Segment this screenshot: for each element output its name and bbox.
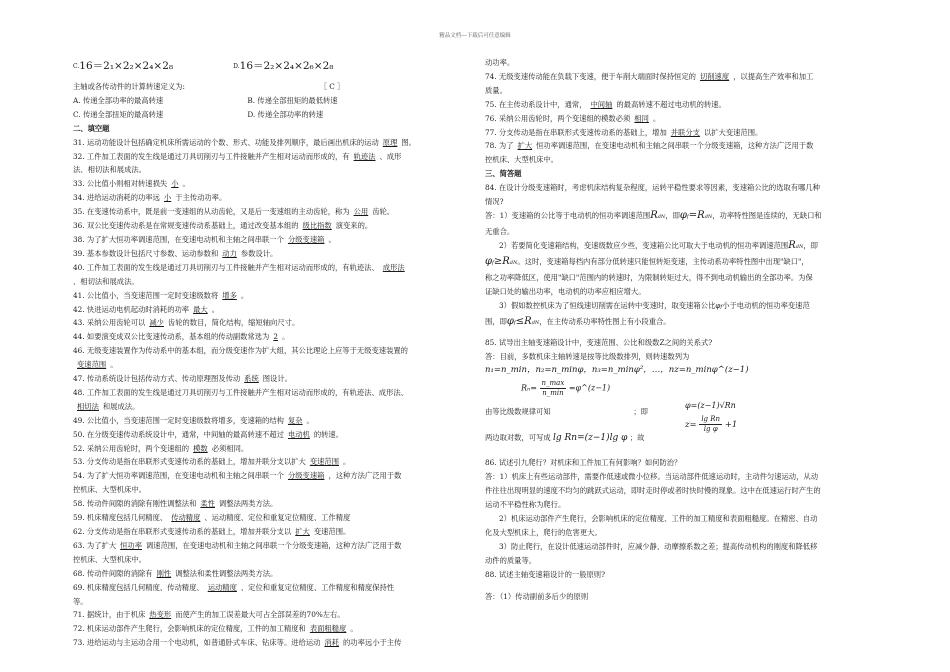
log-formula-block — [485, 415, 880, 451]
option-c-label: C. — [73, 63, 80, 71]
line-text-tail: 恒功率调速范围，在变速电动机和主轴之间串联一个分级变速箱，这种方法广泛用于数 — [536, 141, 814, 151]
answer-blank: 分级变速箱 — [287, 234, 325, 244]
line-text: 73. 进给运动与主运动合用一个电动机，如普通卧式车床、钻床等。进给运动 — [73, 638, 321, 648]
line-text-tail: 参数设计。 — [240, 248, 278, 258]
text-line — [485, 153, 880, 167]
line-text-tail: 、运动精度、定位和重复定位精度、工作精度 — [204, 513, 351, 523]
line-text-tail: 而使产生的加工误差最大可占全部误差的70%左右。 — [175, 610, 345, 620]
text-line — [73, 608, 463, 622]
line-text: 54. 为了扩大恒功率调速范围，在变速电动机和主轴之间串联一个 — [73, 471, 284, 481]
line-text: 43. 采纳公用齿轮可以 — [73, 318, 146, 328]
answer-blank: 变速范围 — [77, 360, 107, 370]
answer-blank: 变速范围 — [309, 457, 340, 467]
line-text-tail: 。 — [328, 234, 336, 244]
text-line — [73, 372, 463, 386]
line-text: 52. 采纳公用齿轮时，两个变速组的 — [73, 443, 190, 453]
text-line — [73, 567, 463, 581]
question-main-speed: 主轴或各传动件的计算转速定义为: ［ C ］ — [73, 82, 345, 91]
line-text: 41. 公比值小，当变速范围一定时变速级数将 — [73, 290, 219, 300]
answer-blank: 增多 — [222, 290, 237, 300]
answer-blank: 复杂 — [287, 415, 303, 425]
line-text: 47. 传动系统设计包括传动方式、传动原理图及传动 — [73, 374, 241, 384]
line-text: 58. 传动件间隙的消除有刚性调整法和 — [73, 499, 197, 509]
line-text: 71. 据统计，由于机床 — [73, 610, 146, 620]
line-text: 46. 无级变速装置作为传动系中的基本组，而分级变速作为扩大组，其公比理论上应等于无级变速装置的 — [73, 346, 408, 356]
text-line — [73, 553, 463, 567]
line-text: 77. 分支传动是指在串联形式变速传动系的基础上，增加 — [485, 127, 667, 137]
line-text: 50. 在分级变速传动系统设计中，通常，中间轴的最高转速不超过 — [73, 429, 284, 439]
line-text: 等。 — [73, 596, 88, 606]
line-text-tail: 。 — [306, 415, 314, 425]
line-text: 35. 在变速传动系中，既是前一变速组的从动齿轮，又是后一变速组的主动齿轮，称为 — [73, 207, 350, 217]
text-line — [73, 483, 463, 497]
line-text: 76. 采纳公用齿轮时，两个变速组的模数必须 — [485, 113, 631, 123]
question-84-b: 情况? — [485, 197, 504, 207]
line-text: 78. 为了 — [485, 141, 514, 151]
text-line — [73, 330, 463, 344]
line-text: 质量。 — [485, 85, 507, 95]
text-line — [485, 98, 880, 112]
line-text-tail: 以扩大变速范围。 — [703, 127, 763, 137]
option-c: C. 传递全部扭矩的最高转速 — [73, 109, 164, 119]
text-line — [73, 539, 463, 553]
option-b: B. 传递全部扭矩的最低转速 — [247, 95, 338, 105]
answer-blank: 切削速度 — [699, 71, 730, 81]
answer-blank: 表面粗糙度 — [309, 624, 347, 634]
line-text-tail: ，以提高生产效率和加工 — [733, 71, 814, 81]
answer-blank: 小 — [163, 193, 172, 203]
options-cd — [73, 108, 463, 122]
answer-blank: 系统 — [244, 374, 259, 384]
text-line — [73, 205, 463, 219]
answer-blank: 公用 — [353, 207, 369, 217]
line-text-tail: 演变来的。 — [335, 221, 373, 231]
answer-86-1c: 运动不平稳性称为爬行。 — [485, 500, 566, 510]
line-text-tail: 齿轮的数目，简化结构，缩短轴向尺寸。 — [167, 318, 300, 328]
line-text-tail: 图设计。 — [262, 374, 292, 384]
answer-blank: 热变形 — [149, 610, 172, 620]
line-text-tail: 调整法两类方法。 — [218, 499, 278, 509]
line-text: 控机床、大型机床中。 — [485, 155, 558, 165]
answer-blank: 分级变速箱 — [287, 471, 325, 481]
line-text: 控机床、大型机床中。 — [73, 554, 146, 564]
line-text-tail: 齿轮。 — [372, 207, 395, 217]
formula-options-row — [73, 56, 463, 74]
answer-88: 答：（1）传动副前多后少的原则 — [485, 591, 589, 601]
text-line — [73, 636, 463, 650]
answer-blank: 动力 — [222, 248, 237, 258]
question-84: 84. 在设计分级变速箱时，考虑机床结构复杂程度，运转平稳性要求等因素，变速箱公比的选取有哪几种 — [485, 183, 820, 193]
text-line — [73, 414, 463, 428]
text-line — [73, 289, 463, 303]
line-text: 33. 公比值小则相对转速损失 — [73, 179, 168, 189]
answer-86-1: 答：1）机床上有些运动部件，需要作低速或微小位移。当运动部件低速运动时，主动件匀速运动，从动 — [485, 472, 818, 482]
line-text: 44. 如要演变成双公比变速传动系，基本组的传动副数常选为 — [73, 332, 270, 342]
answer-blank: 轨迹法 — [353, 151, 376, 161]
answer-blank: 电动机 — [287, 429, 310, 439]
line-text-tail: 的转速。 — [313, 429, 344, 439]
line-text-tail: ，这种方法广泛用于数 — [328, 471, 402, 481]
line-text: 动功率。 — [485, 58, 515, 67]
line-text-tail: 、成形 — [379, 151, 402, 161]
answer-blank: 2 — [273, 332, 279, 342]
line-text: 59. 机床精度包括几何精度、 — [73, 513, 168, 523]
line-text-tail: 。 — [350, 624, 358, 634]
line-text: 69. 机床精度包括几何精度、传动精度、 — [73, 582, 204, 592]
line-text-tail: 调整法和柔性调整法两类方法。 — [175, 568, 278, 578]
line-text-tail: 。 — [282, 332, 290, 342]
answer-blank: 最大 — [193, 304, 208, 314]
line-text: 62. 分支传动是指在串联形式变速传动系的基础上，增加并联分支以 — [73, 527, 292, 536]
answer-blank: 成形法 — [382, 262, 405, 272]
answer-blank: 相同 — [634, 113, 649, 123]
line-text-tail: 。 — [110, 360, 118, 370]
text-line — [485, 126, 880, 140]
text-line — [73, 469, 463, 483]
answer-86-3: 3）防止爬行，在设计低速运动部件时，应减少静、动摩擦系数之差；提高传动机构的刚度和降低移 — [499, 541, 818, 551]
text-line — [73, 316, 463, 330]
answer-86-1b: 件往往出现明显的速度不均匀的跳跃式运动，即时走时停或者时快时慢的现象。这中在低速运行时产生的 — [485, 486, 821, 496]
z-formula: z= $\frac{\text{lg Rn}}{\text{lg φ}}$ +1 — [685, 415, 738, 434]
answer-blank: 原理 — [382, 137, 398, 147]
text-line — [73, 428, 463, 442]
answer-blank: 运动精度 — [207, 582, 237, 592]
range-formula: Rn= $\frac{n\_\max}{n\_\min}$ =φ^(z−1) — [521, 379, 611, 398]
geometric-rule-text: 由等比级数规律可知 ；即 — [485, 407, 648, 417]
line-text: 34. 进给运动消耗的功率远 — [73, 193, 160, 203]
answer-84-2b: φf≥RdN。这时，变速箱每档内有部分低转速只能恒转矩变速，主传动系功率特性图中出现"缺口"， — [485, 255, 809, 267]
question-88: 88. 试述主轴变速箱设计的一般原则? — [485, 569, 605, 579]
text-line — [73, 344, 463, 358]
option-d: D. 传递全部功率的转速 — [247, 109, 324, 119]
text-line — [485, 70, 880, 84]
answer-blank: 级比指数 — [302, 221, 332, 231]
line-text: 36. 双公比变速传动系是在常规变速传动系基础上，通过改变基本组的 — [73, 221, 299, 231]
text-line — [73, 581, 463, 595]
line-text: 39. 基本参数设计包括尺寸参数、运动参数和 — [73, 248, 219, 258]
text-line — [73, 275, 463, 289]
answer-blank: 恒功率 — [120, 540, 143, 550]
text-line — [73, 400, 463, 414]
line-text-tail: 。 — [652, 113, 661, 123]
line-text-tail: 于主传动功率。 — [175, 193, 227, 203]
line-text-tail: 。 — [240, 290, 249, 300]
line-text: 法、相切法和展成法。 — [73, 165, 146, 175]
answer-85-1: 答：目前，多数机床主轴转速是按等比级数排列，则转速数列为 — [485, 351, 690, 361]
answer-86-2b: 化及大型机床上，爬行的危害更大。 — [485, 527, 602, 537]
options-ab — [73, 94, 463, 108]
line-text-tail: 的最高转速不超过电动机的转速。 — [616, 99, 726, 109]
line-text-tail: 调速范围，在变速电动机和主轴之间串联一个分级变速箱，这种方法广泛用于数 — [146, 540, 402, 550]
answer-86-2: 2）机床运动部件产生爬行，会影响机床的定位精度、工件的加工精度和表面粗糙度。在精密、自动 — [499, 514, 818, 524]
speed-series: n₁=n_min，n₂=n_minφ，n₃=n_minφ²，…，nz=n_minφ^(z−1) — [485, 364, 749, 375]
text-line — [73, 233, 463, 247]
line-text: 63. 为了扩大 — [73, 540, 117, 550]
line-text-tail: 。 — [211, 304, 219, 314]
fill-in-questions — [73, 136, 463, 651]
text-line — [73, 177, 463, 191]
answer-84-2: 2）若要简化变速箱结构，变速级数应少些，变速箱公比可取大于电动机的恒功率调速范围RdN，即 — [499, 239, 818, 251]
fill-in-questions-cont — [485, 56, 880, 167]
line-text: 49. 公比值小，当变速范围一定时变速级数将增多，变速箱的结构 — [73, 415, 284, 425]
line-text: 53. 分支传动是指在串联形式变速传动系的基础上，增加并联分支以扩大 — [73, 457, 306, 467]
line-text: 68. 传动件间隙的消除有 — [73, 568, 153, 578]
line-text-tail: 、定位和重复定位精度、工作精度和精度保持性 — [240, 582, 395, 592]
line-text: 74. 无级变速传动能在负载下变速，便于车削大端面时保持恒定的 — [485, 71, 696, 81]
text-line — [73, 525, 463, 539]
line-text: 、相切法和展成法。 — [73, 276, 139, 286]
line-text-tail: 。 — [182, 179, 190, 189]
section-fill-in: 二、填空题 — [73, 123, 110, 133]
answer-blank: 扩大 — [517, 141, 533, 151]
text-line — [73, 303, 463, 317]
answer-86-3b: 动件的质量等。 — [485, 555, 537, 565]
log-formula-line: 两边取对数，可写成 lg Rn=(z−1)lg φ ；故 — [485, 433, 645, 444]
line-text-tail: 和展成法。 — [102, 401, 140, 411]
text-line — [73, 219, 463, 233]
line-text: 32. 工件加工表面的发生线是通过刀具切削刃与工件接触并产生相对运动而形成的，有 — [73, 151, 350, 161]
text-line — [73, 386, 463, 400]
line-text-tail: 必须相同。 — [211, 443, 249, 453]
text-line — [73, 622, 463, 636]
answer-blank: 减少 — [149, 318, 164, 328]
answer-blank: 相切法 — [77, 401, 99, 411]
answer-blank: 刚性 — [156, 568, 172, 578]
answer-blank: 消耗 — [324, 638, 340, 648]
line-text-tail: 的功率远小于主传 — [343, 638, 402, 648]
question-85: 85. 试导出主轴变速箱设计中，变速范围、公比和级数Z之间的关系式? — [485, 337, 713, 347]
text-line — [73, 191, 463, 205]
answer-blank: 小 — [171, 179, 179, 189]
answer-84-1: 答：1）变速箱的公比等于电动机的恒功率调速范围RdN，即φf=RdN，功率特性图是连续的，无缺口和 — [485, 209, 822, 221]
right-column — [485, 56, 880, 603]
text-line — [485, 84, 880, 98]
left-column — [73, 56, 463, 650]
text-line — [73, 595, 463, 609]
option-d-label: D. — [233, 63, 240, 71]
section-short-answer: 三、简答题 — [485, 169, 522, 179]
text-line — [73, 442, 463, 456]
phi-root-formula: φ=(z−1)√Rn — [685, 401, 736, 411]
option-a: A. 传递全部功率的最高转速 — [73, 95, 164, 105]
line-text: 72. 机床运动部件产生爬行，会影响机床的定位精度，工件的加工精度和 — [73, 624, 306, 634]
line-text: 31. 运动功能设计包括确定机床所需运动的个数、形式、功能及排列顺序，最后画出机床的运动 — [73, 137, 379, 147]
text-line — [73, 247, 463, 261]
line-text-tail: 变速范围。 — [313, 527, 351, 536]
line-text: 42. 快进运动电机起动时消耗的功率 — [73, 304, 190, 314]
text-line — [73, 358, 463, 372]
answer-blank: 扩大 — [295, 527, 310, 536]
answer-84-1c: 无重合。 — [485, 226, 515, 236]
option-c-formula: 16＝2₁×2₂×2₄×2₈ — [79, 60, 174, 73]
line-text: 40. 工件加工表面的发生线是通过刀具切削刃与工件接触并产生相对运动而形成的，有轨迹法、 — [73, 262, 379, 272]
text-line — [73, 497, 463, 511]
text-line — [73, 150, 463, 164]
line-text-tail: 。 — [343, 457, 351, 467]
page-header: 精品文档---下载后可任意编辑 — [439, 33, 511, 39]
text-line — [485, 139, 880, 153]
answer-84-3c: 围，即φf≤RdN，在主传动系功率特性图上有小段重合。 — [485, 315, 671, 327]
line-text: 38. 为了扩大恒功率调速范围，在变速电动机和主轴之间串联一个 — [73, 234, 284, 244]
line-text-tail: 图。 — [401, 137, 416, 147]
answer-84-3: 3）假如数控机床为了恒线速切削需在运转中变速时，取变速箱公比φf小于电动机的恒功率变速范 — [499, 300, 810, 310]
line-text: 48. 工件加工表面的发生线是通过刀具切削刃与工件接触并产生相对运动而形成的，有轨迹法、成形法、 — [73, 387, 408, 397]
text-line — [73, 136, 463, 150]
answer-blank: 柔性 — [200, 499, 215, 509]
range-formula-block — [485, 377, 880, 425]
option-d-formula: 16＝2₂×2₄×2₆×2₈ — [239, 60, 334, 73]
text-line — [73, 163, 463, 177]
question-86: 86. 试述引九爬行？对机床和工件加工有何影响？如何防治？ — [485, 458, 682, 468]
answer-84-2d: 证缺口处的输出功率，电动机的功率应相应增大。 — [485, 286, 646, 296]
answer-blank: 并联分支 — [670, 127, 700, 137]
text-line — [73, 455, 463, 469]
line-text: 控机床、大型机床中。 — [73, 485, 146, 495]
text-line — [485, 56, 880, 70]
text-line — [73, 261, 463, 275]
text-line — [485, 112, 880, 126]
answer-blank: 模数 — [193, 443, 208, 453]
line-text: 75. 在主传动系设计中，通常， — [485, 99, 587, 109]
text-line — [73, 511, 463, 525]
answer-blank: 中间轴 — [590, 99, 613, 109]
answer-bracket: ［ C ］ — [319, 82, 345, 91]
answer-84-2c: 称之功率降低区，使用"缺口"范围内的转速时，为限制转矩过大，得不到电动机输出的全部功率。为保 — [485, 272, 813, 282]
answer-blank: 传动精度 — [171, 513, 201, 523]
